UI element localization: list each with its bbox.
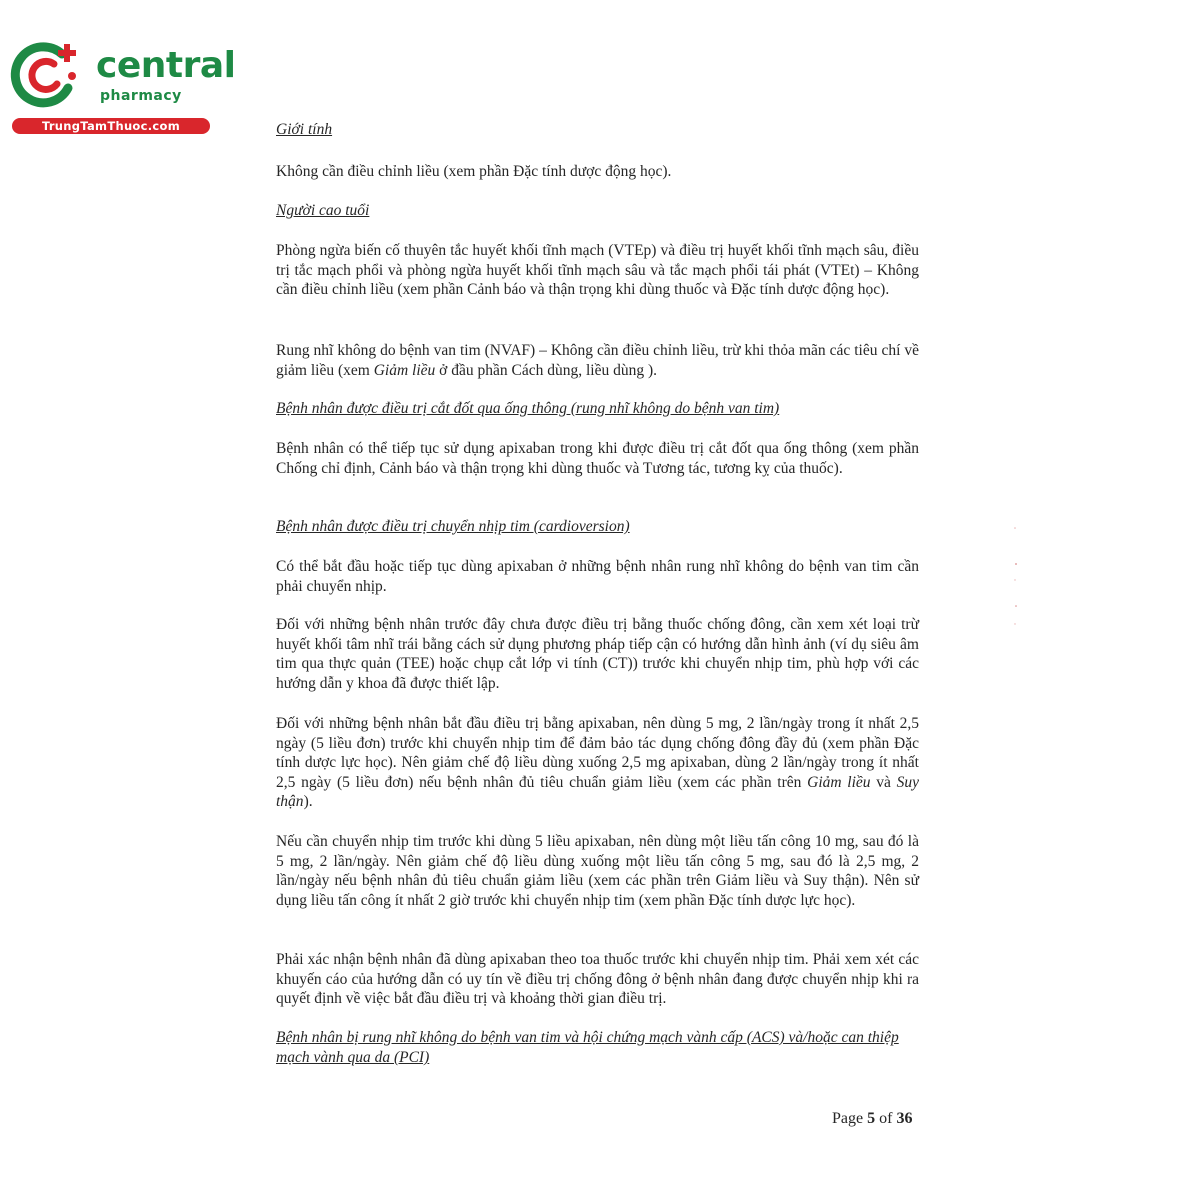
paragraph-nguoi-cao-tuoi-vte: Phòng ngừa biến cố thuyên tắc huyết khối tĩnh mạch (VTEp) và điều trị huyết khối tĩnh mạch sâu, điều trị tắc mạch phổi và phòng ngừa huyết khối tĩnh mạch sâu và tắc mạch phổi tái phát (VTEt) – Không cần điều chỉnh liều (xem phần Cảnh báo và thận trọng khi dùng thuốc và Đặc tính dược động học). [276, 242, 919, 299]
page-label: Page [832, 1110, 864, 1127]
page-number-footer [832, 1110, 912, 1128]
section-heading-cat-dot: Bệnh nhân được điều trị cắt đốt qua ống thông (rung nhĩ không do bệnh van tim) [276, 400, 780, 417]
text-run: Rung nhĩ không do bệnh van tim (NVAF) – Không cần điều chỉnh liều, trừ khi thỏa mãn các tiêu chí về giảm liều (xem [276, 342, 919, 379]
section-heading-nguoi-cao-tuoi: Người cao tuổi [276, 202, 370, 219]
section-heading-chuyen-nhip: Bệnh nhân được điều trị chuyển nhịp tim (cardioversion) [276, 518, 630, 535]
text-run: Đối với những bệnh nhân bắt đầu điều trị bằng apixaban, nên dùng 5 mg, 2 lần/ngày trong ít nhất 2,5 ngày (5 liều đơn) trước khi chuyển nhịp tim để đảm bảo tác dụng chống đông đầy đủ (xem phần Đặc tính dược lực học). Nên giảm chế độ liều dùng xuống 2,5 mg apixaban, dùng 2 lần/ngày trong ít nhất 2,5 ngày (5 liều đơn) nếu bệnh nhân đủ tiêu chuẩn giảm liều (xem các phần trên [276, 715, 919, 791]
paragraph-gioi-tinh: Không cần điều chỉnh liều (xem phần Đặc tính dược động học). [276, 163, 672, 180]
central-pharmacy-logo[interactable] [10, 38, 236, 138]
page-total: 36 [896, 1110, 913, 1127]
text-run: ). [303, 793, 313, 811]
paragraph-chuyen-nhip-3 [276, 714, 919, 812]
section-heading-acs-pci: Bệnh nhân bị rung nhĩ không do bệnh van tim và hội chứng mạch vành cấp (ACS) và/hoặc can thiệp mạch vành qua da (PCI) [276, 1029, 899, 1066]
page-of-label: of [879, 1110, 893, 1127]
logo-website-badge[interactable]: TrungTamThuoc.com [12, 118, 210, 134]
logo-brand-name: central [96, 45, 236, 86]
italic-term-giam-lieu: Giảm liều [373, 361, 436, 379]
scan-speck-marks [1010, 520, 1020, 640]
pharmacy-c-cross-icon [10, 38, 84, 112]
italic-term-giam-lieu: Giảm liều [807, 773, 871, 791]
italic-term-suy-than: Suy thận [276, 773, 920, 811]
text-run: và [870, 773, 897, 791]
logo-subtitle: pharmacy [100, 88, 182, 104]
paragraph-cat-dot: Bệnh nhân có thể tiếp tục sử dụng apixaban trong khi được điều trị cắt đốt qua ống thông (xem phần Chống chỉ định, Cảnh báo và thận trọng khi dùng thuốc và Tương tác, tương kỵ của thuốc). [276, 440, 919, 477]
paragraph-chuyen-nhip-4: Nếu cần chuyển nhịp tim trước khi dùng 5 liều apixaban, nên dùng một liều tấn công 10 mg, sau đó là 5 mg, 2 lần/ngày. Nên giảm chế độ liều dùng xuống một liều tấn công 5 mg, sau đó là 2,5 mg, 2 lần/ngày nếu bệnh nhân đủ tiêu chuẩn giảm liều (xem các phần trên Giảm liều và Suy thận). Nên sử dụng liều tấn công ít nhất 2 giờ trước khi chuyển nhịp tim (xem phần Đặc tính dược lực học). [276, 833, 919, 909]
paragraph-nguoi-cao-tuoi-nvaf [276, 341, 919, 380]
page-current: 5 [867, 1110, 876, 1127]
text-run: ở đầu phần Cách dùng, liều dùng ). [435, 361, 657, 379]
section-heading-gioi-tinh: Giới tính [276, 121, 333, 138]
paragraph-chuyen-nhip-1: Có thể bắt đầu hoặc tiếp tục dùng apixaban ở những bệnh nhân rung nhĩ không do bệnh van tim cần phải chuyển nhịp. [276, 558, 919, 595]
paragraph-chuyen-nhip-2: Đối với những bệnh nhân trước đây chưa được điều trị bằng thuốc chống đông, cần xem xét loại trừ huyết khối tâm nhĩ trái bằng cách sử dụng phương pháp tiếp cận có hướng dẫn hình ảnh (ví dụ siêu âm tim qua thực quản (TEE) hoặc chụp cắt lớp vi tính (CT)) trước khi chuyển nhịp tim, phù hợp với các hướng dẫn y khoa đã được thiết lập. [276, 616, 919, 692]
paragraph-chuyen-nhip-5: Phải xác nhận bệnh nhân đã dùng apixaban theo toa thuốc trước khi chuyển nhịp tim. Phải xem xét các khuyến cáo của hướng dẫn có uy tín về điều trị chống đông ở bệnh nhân đang được chuyển nhịp khi ra quyết định về việc bắt đầu điều trị và khoảng thời gian điều trị. [276, 951, 919, 1008]
